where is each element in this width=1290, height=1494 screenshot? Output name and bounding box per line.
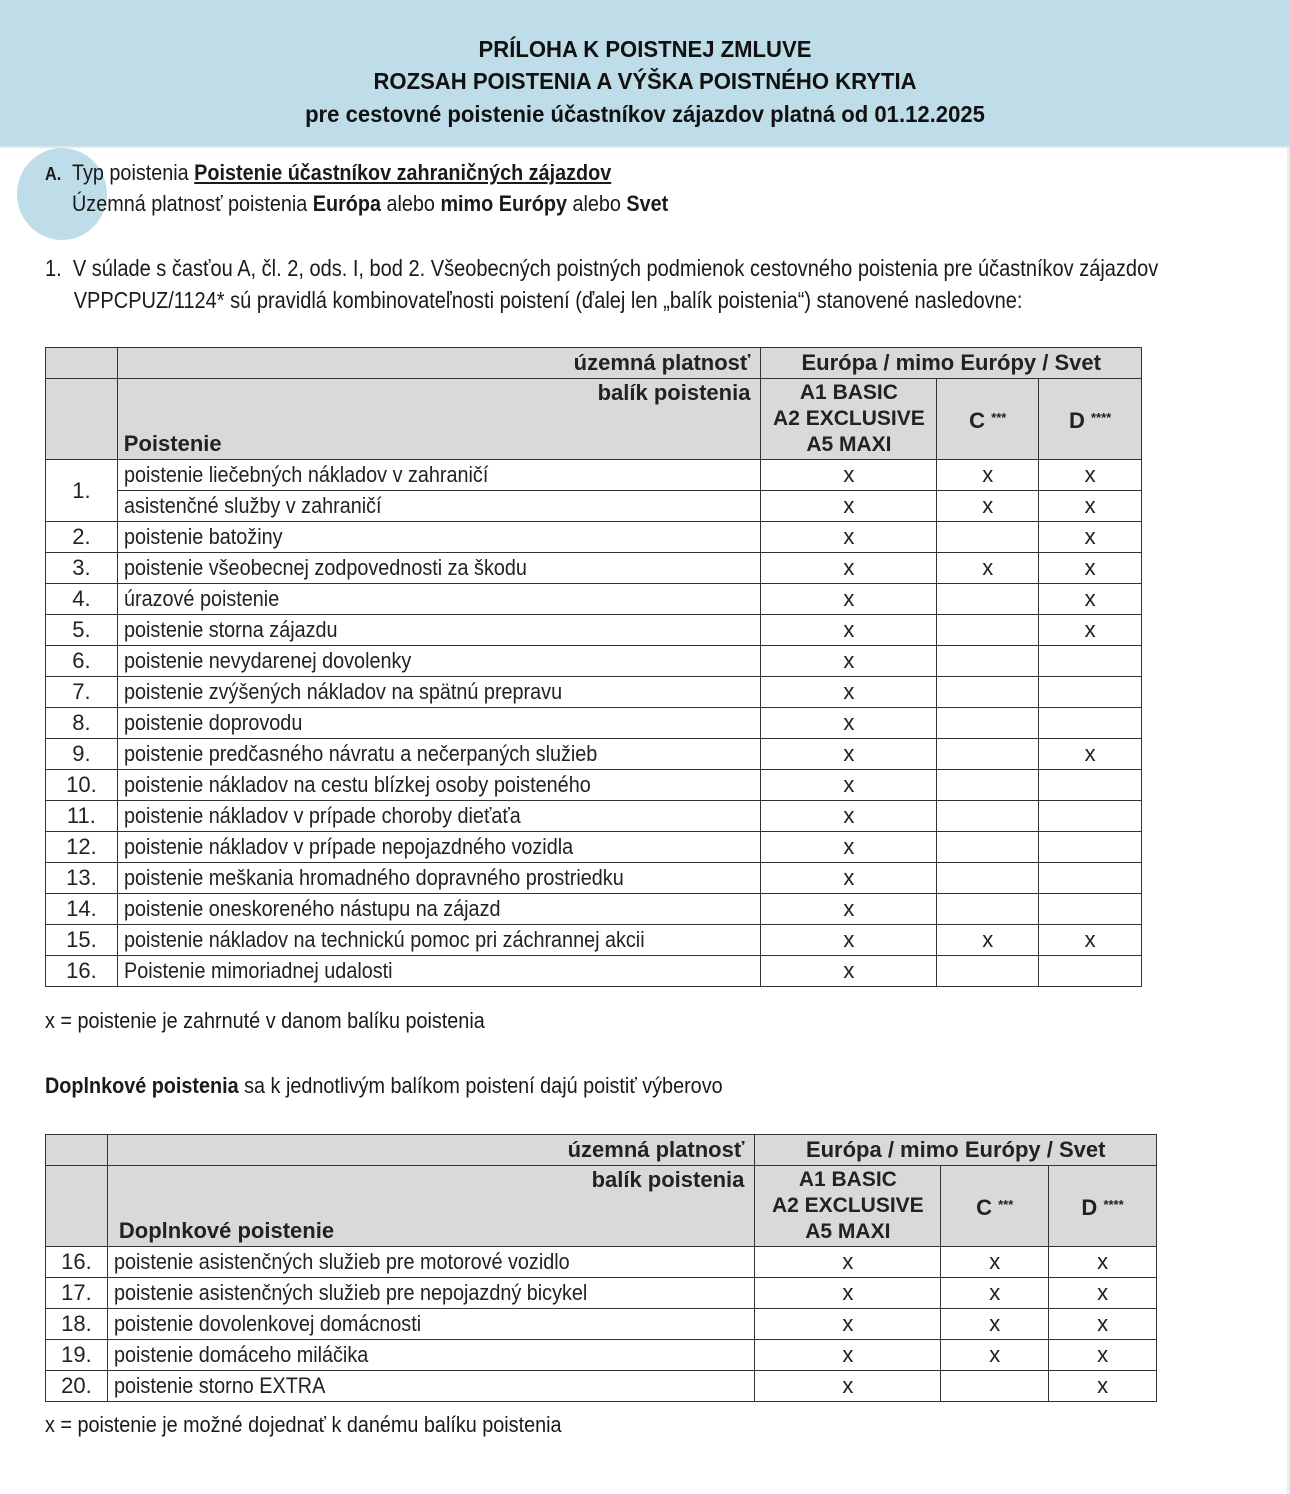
package-a-mark: x — [761, 615, 937, 646]
package-a-mark: x — [761, 801, 937, 832]
row-number: 2. — [46, 522, 118, 553]
package-a-header — [761, 379, 937, 460]
insurance-type-line — [45, 158, 668, 189]
insurance-name-text: poistenie storna zájazdu — [123, 617, 338, 642]
separator: alebo — [380, 191, 441, 216]
package-a-mark: x — [761, 770, 937, 801]
insurance-name-text: poistenie nevydarenej dovolenky — [123, 648, 412, 673]
section-label: A. — [45, 164, 62, 184]
insurance-name — [117, 522, 761, 553]
insurance-name — [117, 584, 761, 615]
coverage-table — [45, 347, 1142, 987]
package-d-mark: x — [1049, 1278, 1157, 1309]
territory-label: územná platnosť — [117, 348, 761, 379]
insurance-name-text: poistenie asistenčných služieb pre motorové vozidlo — [113, 1249, 570, 1274]
package-a-mark: x — [761, 925, 937, 956]
insurance-name-text: poistenie oneskoreného nástupu na zájazd — [123, 896, 501, 921]
package-c-mark: x — [937, 460, 1039, 491]
package-d-header — [1049, 1166, 1157, 1247]
package-a1: A1 BASIC — [799, 381, 898, 404]
territory-value: Európa / mimo Európy / Svet — [755, 1135, 1157, 1166]
supplementary-intro-text: sa k jednotlivým balíkom poistení dajú poistiť výberovo — [238, 1073, 723, 1098]
territory-line — [45, 189, 668, 218]
supplementary-table-body — [46, 1247, 1157, 1402]
insurance-name-text: poistenie nákladov v prípade choroby dieťaťa — [123, 803, 521, 828]
insurance-name-text: Poistenie mimoriadnej udalosti — [123, 958, 393, 983]
insurance-name — [107, 1340, 754, 1371]
header-blank — [46, 379, 118, 460]
supplementary-intro-bold: Doplnkové poistenia — [45, 1073, 239, 1098]
table-row — [46, 863, 1142, 894]
insurance-type-value: Poistenie účastníkov zahraničných zájazdov — [194, 160, 612, 185]
table-row — [46, 522, 1142, 553]
header-blank — [46, 348, 118, 379]
package-d-mark — [1039, 894, 1142, 925]
package-a-mark: x — [755, 1247, 941, 1278]
row-number: 17. — [46, 1278, 108, 1309]
package-a-mark: x — [761, 708, 937, 739]
table-row — [46, 584, 1142, 615]
insurance-name-text: poistenie dovolenkovej domácnosti — [113, 1311, 422, 1336]
package-c-header — [941, 1166, 1049, 1247]
insurance-name — [107, 1247, 754, 1278]
row-number: 12. — [46, 832, 118, 863]
package-c-mark: x — [937, 553, 1039, 584]
section-a — [45, 158, 668, 218]
table-row — [46, 739, 1142, 770]
package-a-mark: x — [761, 646, 937, 677]
package-c-stars: *** — [991, 409, 1007, 425]
insurance-name — [117, 956, 761, 987]
header-title: PRÍLOHA K POISTNEJ ZMLUVE — [478, 36, 812, 62]
package-a5: A5 MAXI — [805, 1220, 891, 1243]
package-d-mark — [1039, 677, 1142, 708]
header-row-territory — [46, 348, 1142, 379]
row-number: 7. — [46, 677, 118, 708]
row-number: 1. — [46, 460, 118, 522]
package-a-mark: x — [761, 491, 937, 522]
package-d-mark — [1039, 646, 1142, 677]
row-number: 13. — [46, 863, 118, 894]
row-number: 5. — [46, 615, 118, 646]
package-a-mark: x — [755, 1371, 941, 1402]
table-row — [46, 832, 1142, 863]
package-c-mark: x — [941, 1309, 1049, 1340]
package-c-mark — [937, 956, 1039, 987]
package-d-mark — [1039, 863, 1142, 894]
insurance-name-text: poistenie meškania hromadného dopravného prostriedku — [123, 865, 624, 890]
package-a-mark: x — [761, 584, 937, 615]
insurance-name-text: úrazové poistenie — [123, 586, 280, 611]
package-a-mark: x — [755, 1340, 941, 1371]
package-d-mark: x — [1049, 1309, 1157, 1340]
package-c-mark — [937, 801, 1039, 832]
package-d-mark: x — [1039, 460, 1142, 491]
package-d-mark — [1039, 770, 1142, 801]
table-row — [46, 615, 1142, 646]
package-c-mark — [937, 677, 1039, 708]
package-label: balík poistenia — [591, 1167, 745, 1192]
row-number: 11. — [46, 801, 118, 832]
package-d-stars: **** — [1090, 409, 1112, 425]
row-number: 3. — [46, 553, 118, 584]
insurance-name — [107, 1278, 754, 1309]
package-c-stars: *** — [998, 1196, 1014, 1212]
package-d-stars: **** — [1103, 1196, 1124, 1212]
package-header-cell — [107, 1166, 754, 1247]
insurance-name — [117, 677, 761, 708]
package-a-mark: x — [761, 553, 937, 584]
insurance-column-label: Poistenie — [123, 431, 222, 456]
package-c-mark: x — [941, 1340, 1049, 1371]
insurance-name-text: poistenie zvýšených nákladov na spätnú prepravu — [123, 679, 562, 704]
insurance-name — [117, 615, 761, 646]
header-row-packages — [46, 379, 1142, 460]
package-a-mark: x — [755, 1278, 941, 1309]
table-row — [46, 925, 1142, 956]
package-a-mark: x — [761, 739, 937, 770]
package-d-mark: x — [1039, 491, 1142, 522]
territory-label: územná platnosť — [107, 1135, 754, 1166]
header-row-territory — [46, 1135, 1157, 1166]
header-validity: pre cestovné poistenie účastníkov zájazdov platná od 01.12.2025 — [305, 101, 985, 127]
table-row — [46, 460, 1142, 491]
table-row — [46, 677, 1142, 708]
row-number: 4. — [46, 584, 118, 615]
insurance-name-text: poistenie predčasného návratu a nečerpaných služieb — [123, 741, 598, 766]
paragraph-text-line-1: V súlade s časťou A, čl. 2, ods. I, bod 2. Všeobecných poistných podmienok cestovného poistenia pre účastníkov zájazdov — [72, 255, 1159, 281]
package-header-cell — [117, 379, 761, 460]
table-row — [46, 553, 1142, 584]
table-row — [46, 1340, 1157, 1371]
package-label: balík poistenia — [597, 380, 751, 405]
row-number: 8. — [46, 708, 118, 739]
insurance-name — [117, 925, 761, 956]
insurance-name-text: poistenie liečebných nákladov v zahraničí — [123, 462, 489, 487]
package-d-mark: x — [1039, 925, 1142, 956]
package-a-mark: x — [761, 863, 937, 894]
package-d-name: D — [1068, 407, 1085, 433]
insurance-name — [107, 1371, 754, 1402]
insurance-name — [117, 646, 761, 677]
package-a-mark: x — [761, 677, 937, 708]
insurance-name-text: poistenie všeobecnej zodpovednosti za škodu — [123, 555, 527, 580]
territory-outside-europe: mimo Európy — [440, 191, 567, 216]
package-c-mark — [937, 832, 1039, 863]
package-c-mark — [937, 894, 1039, 925]
supplementary-legend: x = poistenie je možné dojednať k danému balíku poistenia — [45, 1412, 562, 1437]
package-a1: A1 BASIC — [798, 1168, 897, 1191]
package-a5: A5 MAXI — [806, 433, 892, 456]
package-a-mark: x — [761, 522, 937, 553]
insurance-name — [117, 708, 761, 739]
package-a2: A2 EXCLUSIVE — [773, 407, 925, 430]
table-row — [46, 708, 1142, 739]
supplementary-intro — [45, 1073, 723, 1099]
header-blank — [46, 1166, 108, 1247]
package-d-mark — [1039, 956, 1142, 987]
row-number: 15. — [46, 925, 118, 956]
header-blank — [46, 1135, 108, 1166]
row-number: 19. — [46, 1340, 108, 1371]
paragraph-number: 1. — [45, 255, 62, 281]
separator: alebo — [566, 191, 627, 216]
package-a-header — [755, 1166, 941, 1247]
package-c-mark: x — [937, 491, 1039, 522]
package-c-name: C — [976, 1194, 992, 1220]
insurance-name-text: asistenčné služby v zahraničí — [123, 493, 382, 518]
package-c-mark: x — [941, 1278, 1049, 1309]
paragraph-1 — [45, 252, 1158, 316]
territory-prefix: Územná platnosť poistenia — [72, 191, 313, 216]
package-d-mark — [1039, 801, 1142, 832]
insurance-name — [117, 460, 761, 491]
table-row — [46, 801, 1142, 832]
insurance-name — [117, 553, 761, 584]
row-number: 10. — [46, 770, 118, 801]
header-row-packages — [46, 1166, 1157, 1247]
insurance-name-text: poistenie asistenčných služieb pre nepojazdný bicykel — [113, 1280, 588, 1305]
supplementary-table — [45, 1134, 1157, 1402]
row-number: 20. — [46, 1371, 108, 1402]
territory-value: Európa / mimo Európy / Svet — [761, 348, 1142, 379]
paragraph-text-line-2: VPPCPUZ/1124* sú pravidlá kombinovateľnosti poistení (ďalej len „balík poistenia“) stanovené nasledovne: — [73, 287, 1023, 313]
package-d-mark — [1039, 832, 1142, 863]
package-c-mark — [937, 863, 1039, 894]
package-c-mark — [937, 584, 1039, 615]
package-d-name: D — [1081, 1194, 1098, 1220]
insurance-name — [117, 770, 761, 801]
package-d-mark: x — [1039, 553, 1142, 584]
insurance-name-text: poistenie nákladov na cestu blízkej osoby poisteného — [123, 772, 591, 797]
package-c-mark — [937, 522, 1039, 553]
insurance-name-text: poistenie doprovodu — [123, 710, 303, 735]
table-row — [46, 956, 1142, 987]
package-a-mark: x — [761, 832, 937, 863]
package-a-mark: x — [755, 1309, 941, 1340]
insurance-name-text: poistenie domáceho miláčika — [113, 1342, 369, 1367]
insurance-name — [117, 894, 761, 925]
package-d-mark: x — [1039, 739, 1142, 770]
insurance-name-text: poistenie nákladov na technickú pomoc pri záchrannej akcii — [123, 927, 645, 952]
row-number: 6. — [46, 646, 118, 677]
territory-europe: Európa — [312, 191, 381, 216]
insurance-name — [117, 801, 761, 832]
package-d-mark: x — [1039, 584, 1142, 615]
table-row — [46, 1371, 1157, 1402]
insurance-name — [117, 491, 761, 522]
package-d-mark: x — [1039, 615, 1142, 646]
document-header — [0, 0, 1290, 148]
package-a-mark: x — [761, 956, 937, 987]
table-row — [46, 1309, 1157, 1340]
table-row — [46, 646, 1142, 677]
insurance-name — [117, 863, 761, 894]
package-a-mark: x — [761, 894, 937, 925]
package-a2: A2 EXCLUSIVE — [771, 1194, 924, 1217]
package-c-mark: x — [941, 1247, 1049, 1278]
row-number: 16. — [46, 956, 118, 987]
table-row — [46, 770, 1142, 801]
package-c-mark — [937, 615, 1039, 646]
package-d-mark — [1039, 708, 1142, 739]
insurance-name — [117, 739, 761, 770]
insurance-name-text: poistenie storno EXTRA — [113, 1373, 326, 1398]
insurance-name — [117, 832, 761, 863]
package-c-mark — [937, 708, 1039, 739]
package-d-mark: x — [1049, 1340, 1157, 1371]
package-c-mark — [937, 739, 1039, 770]
header-subtitle: ROZSAH POISTENIA A VÝŠKA POISTNÉHO KRYTIA — [373, 68, 917, 94]
table-row — [46, 1247, 1157, 1278]
coverage-legend: x = poistenie je zahrnuté v danom balíku poistenia — [45, 1008, 485, 1033]
package-c-mark — [941, 1371, 1049, 1402]
package-a-mark: x — [761, 460, 937, 491]
row-number: 9. — [46, 739, 118, 770]
insurance-name — [107, 1309, 754, 1340]
package-d-mark: x — [1039, 522, 1142, 553]
coverage-table-body — [46, 460, 1142, 987]
package-c-mark — [937, 646, 1039, 677]
package-c-header — [937, 379, 1039, 460]
row-number: 14. — [46, 894, 118, 925]
insurance-name-text: poistenie batožiny — [123, 524, 283, 549]
insurance-column-label: Doplnkové poistenie — [118, 1218, 335, 1243]
package-d-mark: x — [1049, 1371, 1157, 1402]
package-c-name: C — [969, 407, 986, 433]
row-number: 18. — [46, 1309, 108, 1340]
type-prefix: Typ poistenia — [72, 160, 195, 185]
table-row — [46, 1278, 1157, 1309]
table-row — [46, 491, 1142, 522]
package-c-mark — [937, 770, 1039, 801]
package-d-mark: x — [1049, 1247, 1157, 1278]
row-number: 16. — [46, 1247, 108, 1278]
package-d-header — [1039, 379, 1142, 460]
package-c-mark: x — [937, 925, 1039, 956]
table-row — [46, 894, 1142, 925]
territory-world: Svet — [626, 191, 669, 216]
insurance-name-text: poistenie nákladov v prípade nepojazdného vozidla — [123, 834, 573, 859]
